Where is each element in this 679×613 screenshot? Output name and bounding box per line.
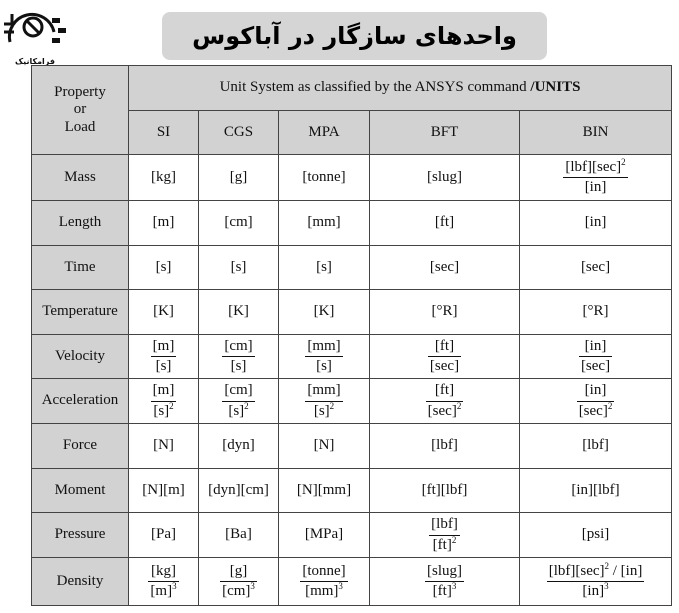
unit-cell	[279, 335, 370, 379]
unit-fraction	[148, 563, 178, 601]
unit-fraction	[426, 382, 464, 420]
unit-cell	[199, 558, 279, 606]
unit-text: [N][mm]	[296, 481, 352, 498]
exponent: 3	[250, 581, 255, 591]
fraction-denominator: $[s]^2$	[153, 400, 174, 419]
unit-text: [psi]	[581, 526, 610, 543]
exponent: 2	[451, 534, 457, 545]
exponent: 3	[604, 581, 609, 591]
unit-cell	[520, 513, 672, 558]
unit-text: [m]	[152, 214, 175, 231]
unit-system-header: Unit System as classified by the ANSYS command /UNITS	[129, 66, 672, 111]
unit-text: [sec]	[580, 258, 611, 275]
unit-fraction	[300, 563, 347, 601]
unit-text: [s]	[155, 258, 172, 275]
unit-text: [cm]	[224, 214, 253, 231]
unit-cell	[520, 558, 672, 606]
system-header-bin: BIN	[520, 111, 672, 155]
unit-fraction	[305, 338, 342, 376]
unit-cell	[199, 201, 279, 246]
unit-fraction	[222, 382, 254, 420]
unit-cell	[279, 558, 370, 606]
exponent: 3	[451, 581, 457, 591]
units-command: /UNITS	[530, 79, 581, 96]
unit-fraction	[428, 338, 461, 376]
unit-text: [in]	[584, 214, 607, 231]
fraction-denominator: $[\sec]^2$	[427, 400, 462, 419]
unit-cell	[370, 246, 520, 290]
fraction-numerator: [cm]	[222, 338, 254, 357]
table-row	[32, 201, 672, 246]
page-title: واحدهای سازگار در آباکوس	[192, 22, 517, 50]
table-row	[32, 469, 672, 513]
unit-cell	[129, 335, 199, 379]
unit-text: [tonne]	[302, 168, 346, 185]
unit-cell	[370, 469, 520, 513]
unit-text: [N]	[153, 437, 174, 454]
row-label: Velocity	[32, 335, 129, 379]
row-label: Pressure	[32, 513, 129, 558]
unit-cell	[279, 513, 370, 558]
exponent: 2	[607, 400, 613, 411]
unit-text: [s]	[316, 258, 332, 275]
unit-cell	[199, 290, 279, 335]
units-table	[31, 65, 672, 606]
unit-cell	[279, 155, 370, 201]
unit-cell	[129, 201, 199, 246]
exponent: 2	[169, 400, 174, 411]
gear-logo-icon	[2, 2, 68, 60]
corner-line-2: or	[73, 101, 87, 118]
fraction-numerator: [kg]	[148, 563, 178, 582]
fraction-numerator: [in]	[577, 382, 615, 401]
unit-cell	[129, 513, 199, 558]
row-label: Length	[32, 201, 129, 246]
unit-cell	[279, 290, 370, 335]
table-row	[32, 290, 672, 335]
system-header-cgs: CGS	[199, 111, 279, 155]
unit-cell	[279, 246, 370, 290]
fraction-numerator: [tonne]	[300, 563, 347, 582]
unit-cell	[199, 155, 279, 201]
fraction-numerator: [ft]	[426, 382, 464, 401]
unit-fraction	[547, 560, 645, 601]
unit-text: [kg]	[151, 168, 176, 185]
unit-cell	[520, 335, 672, 379]
unit-cell	[129, 246, 199, 290]
unit-text: [lbf]	[431, 437, 458, 454]
unit-cell	[129, 290, 199, 335]
unit-fraction	[151, 382, 177, 420]
unit-cell	[520, 290, 672, 335]
exponent: 3	[338, 581, 343, 591]
fraction-denominator: $[s]^2$	[313, 400, 335, 419]
unit-cell	[370, 290, 520, 335]
table-row	[32, 424, 672, 469]
unit-text: [Ba]	[225, 526, 252, 543]
fraction-denominator: [s]	[155, 358, 172, 374]
unit-fraction	[577, 382, 615, 420]
unit-text: [ft]	[434, 214, 455, 231]
unit-text: [mm]	[307, 214, 341, 231]
fraction-numerator: [slug]	[425, 563, 464, 582]
unit-cell	[520, 424, 672, 469]
unit-cell	[370, 424, 520, 469]
title-banner	[162, 12, 547, 60]
row-label: Moment	[32, 469, 129, 513]
unit-text: [K]	[153, 303, 174, 320]
fraction-denominator: [cm]$^3$	[222, 581, 255, 599]
unit-cell	[279, 424, 370, 469]
unit-text: [°R]	[431, 303, 458, 320]
unit-cell	[370, 379, 520, 424]
unit-fraction	[220, 563, 257, 601]
unit-cell	[279, 469, 370, 513]
unit-cell	[199, 246, 279, 290]
table-row	[32, 155, 672, 201]
system-header-si: SI	[129, 111, 199, 155]
unit-text: [ft][lbf]	[421, 481, 468, 498]
unit-cell	[199, 513, 279, 558]
unit-fraction	[563, 156, 627, 197]
unit-cell	[520, 469, 672, 513]
fraction-denominator: [s]	[230, 358, 247, 374]
fraction-denominator: [mm]$^3$	[305, 581, 343, 599]
fraction-numerator: [cm]	[222, 382, 254, 401]
unit-text: [MPa]	[304, 526, 344, 543]
corner-line-3: Load	[64, 118, 96, 135]
unit-cell	[129, 424, 199, 469]
unit-cell	[129, 558, 199, 606]
table-row	[32, 335, 672, 379]
fraction-numerator: [lbf]	[429, 516, 460, 535]
fraction-denominator: $[m]^3$	[150, 581, 177, 599]
fraction-denominator: [sec]	[580, 358, 611, 374]
unit-cell	[199, 335, 279, 379]
unit-fraction	[151, 338, 177, 376]
table-row	[32, 558, 672, 606]
unit-fraction	[222, 338, 254, 376]
exponent: 2	[621, 156, 626, 167]
unit-text: [g]	[229, 168, 248, 185]
fraction-numerator: [mm]	[305, 338, 342, 357]
logo-caption: فرامکانیک	[14, 57, 56, 66]
fraction-denominator: [in]	[584, 179, 607, 195]
corner-header	[32, 66, 129, 155]
unit-cell	[279, 201, 370, 246]
unit-cell	[370, 558, 520, 606]
unit-text: [°R]	[582, 303, 609, 320]
corner-line-1: Property	[54, 84, 106, 101]
unit-fraction	[425, 563, 464, 601]
exponent: 3	[172, 581, 177, 591]
unit-text: [N]	[313, 437, 335, 454]
unit-text: [s]	[230, 258, 247, 275]
exponent: 2	[244, 400, 249, 411]
row-label: Acceleration	[32, 379, 129, 424]
row-label: Density	[32, 558, 129, 606]
fraction-numerator: [m]	[151, 338, 177, 357]
exponent: 2	[329, 400, 335, 411]
unit-text: [lbf]	[582, 437, 609, 454]
fraction-numerator: [m]	[151, 382, 177, 401]
unit-text: [sec]	[429, 258, 460, 275]
fraction-denominator: $[s]^2$	[228, 400, 249, 419]
fraction-denominator: $[\sec]^2$	[578, 400, 613, 419]
table-row	[32, 379, 672, 424]
unit-cell	[199, 424, 279, 469]
fraction-numerator: [in]	[579, 338, 612, 357]
fraction-numerator: $[lbf][\sec]^2$	[563, 159, 627, 178]
unit-text: [slug]	[427, 168, 462, 185]
fraction-numerator: [ft]	[428, 338, 461, 357]
exponent: 2	[604, 560, 609, 571]
unit-cell	[199, 469, 279, 513]
unit-fraction	[579, 338, 612, 376]
unit-cell	[520, 201, 672, 246]
unit-text: [in][lbf]	[571, 481, 620, 498]
fraction-denominator: [ft]$^3$	[432, 581, 457, 599]
unit-cell	[370, 201, 520, 246]
unit-fraction	[305, 382, 342, 420]
unit-text: [K]	[313, 303, 335, 320]
unit-text: [Pa]	[151, 526, 176, 543]
unit-text: [dyn]	[222, 437, 255, 454]
fraction-numerator: $[lbf][\sec]^2 / [in]$	[547, 563, 645, 582]
row-label: Force	[32, 424, 129, 469]
system-header-mpa: MPA	[279, 111, 370, 155]
unit-cell	[370, 513, 520, 558]
unit-cell	[520, 379, 672, 424]
row-label: Temperature	[32, 290, 129, 335]
fraction-denominator: [s]	[316, 358, 332, 374]
unit-text: [dyn][cm]	[208, 481, 269, 498]
unit-cell	[199, 379, 279, 424]
unit-cell	[370, 155, 520, 201]
unit-cell	[370, 335, 520, 379]
fraction-numerator: [mm]	[305, 382, 342, 401]
unit-cell	[129, 379, 199, 424]
brand-logo	[2, 2, 68, 66]
exponent: 2	[456, 400, 462, 411]
unit-cell	[279, 379, 370, 424]
fraction-numerator: [g]	[220, 563, 257, 582]
row-label: Mass	[32, 155, 129, 201]
system-header-bft: BFT	[370, 111, 520, 155]
fraction-denominator: [ft]$^2$	[432, 534, 457, 553]
unit-cell	[129, 155, 199, 201]
unit-cell	[520, 155, 672, 201]
table-row	[32, 513, 672, 558]
table-row	[32, 246, 672, 290]
unit-cell	[520, 246, 672, 290]
fraction-denominator: [in]$^3$	[582, 581, 609, 599]
unit-fraction	[429, 516, 460, 554]
unit-text: [K]	[228, 303, 249, 320]
unit-cell	[129, 469, 199, 513]
fraction-denominator: [sec]	[429, 358, 460, 374]
row-label: Time	[32, 246, 129, 290]
unit-text: [N][m]	[142, 481, 185, 498]
